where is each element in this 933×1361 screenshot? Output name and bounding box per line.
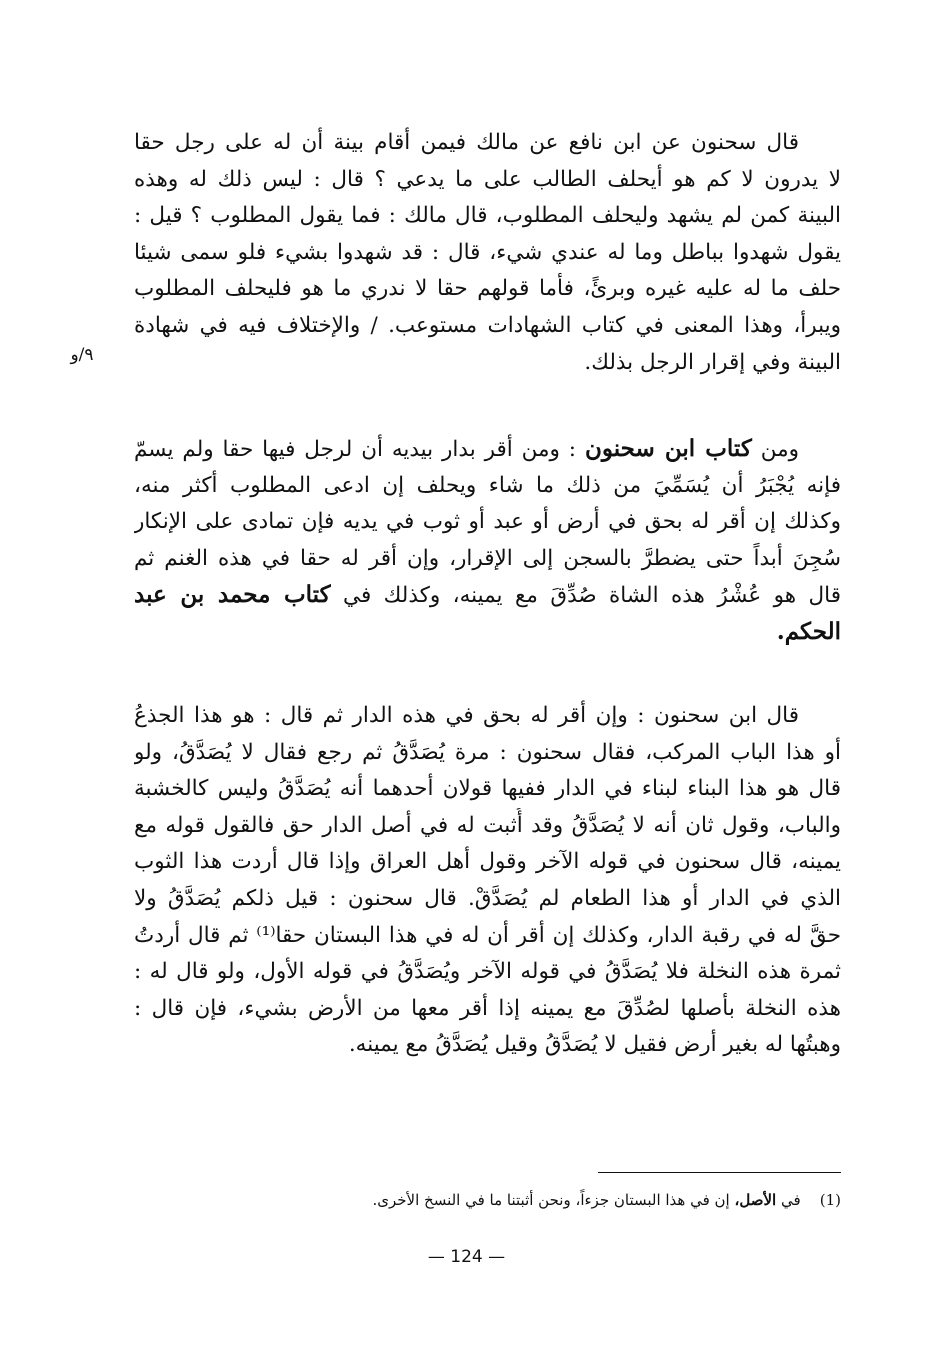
paragraph-1-line: ويبرأ، وهذا المعنى في كتاب الشهادات مستوعب. / والإختلاف فيه في شهادة (134, 312, 841, 338)
paragraph-3-line: حقَّ له في رقبة الدار، وكذلك إن أقر أن له في هذا البستان حقا⁽¹⁾ ثم قال أردتُ (134, 922, 841, 948)
paragraph-2-line (134, 431, 841, 468)
paragraph-3-line: قال هو هذا البناء لبناء في الدار ففيها قولان أحدهما أنه يُصَدَّقُ وليس كالخشبة (134, 776, 841, 802)
footnote-number: (1) (819, 1191, 841, 1209)
paragraph-1-line: قال سحنون عن ابن نافع عن مالك فيمن أقام بينة أن له على رجل حقا (134, 130, 799, 155)
footnote-divider (598, 1172, 841, 1173)
paragraph-2-line5-text: قال هو عُشْرُ هذه الشاة صُدِّقَ مع يمينه، وكذلك في (343, 583, 841, 609)
footnote-bold-word: الأصل، (734, 1191, 777, 1209)
paragraph-3-line: هذه النخلة بأصلها لصُدِّقَ مع يمينه إذا أقر معها من الأرض بشيء، فإن قال : (134, 995, 841, 1021)
paragraph-2 (134, 431, 841, 651)
paragraph-3-line: ثمرة هذه النخلة فلا يُصَدَّقُ في قوله الآخر ويُصَدَّقُ في قوله الأول، ولو قال له : (134, 959, 841, 985)
paragraph-2-first-line-rest: : ومن أقر بدار بيديه أن لرجل فيها حقا ولم يسمّ (134, 437, 577, 462)
source-title-ibn-sahnun: كتاب ابن سحنون (584, 435, 752, 462)
source-title-muhammad-ibn-abd: كتاب محمد بن عبد (134, 581, 331, 609)
footnote-text: إن في هذا البستان جزءاً، ونحن أثبتنا ما في النسخ الأخرى. (372, 1191, 730, 1209)
paragraph-1-line: يقول شهدوا بباطل وما له عندي شيء، قال : قد شهدوا بشيء فلو سمى شيئا (134, 239, 841, 265)
paragraph-3-line: أو هذا الباب المركب، فقال سحنون : مرة يُصَدَّقُ ثم رجع فقال لا يُصَدَّقُ، ولو (134, 739, 841, 765)
paragraph-2-prefix: ومن (760, 437, 800, 462)
paragraph-1-line: لا يدرون لا كم هو أيحلف الطالب على ما يدعي ؟ قال : ليس ذلك له وهذه (134, 166, 841, 192)
paragraph-2-line: سُجِنَ أبداً حتى يضطرَّ بالسجن إلى الإقرار، وإن أقر له حقا في هذه الغنم ثم (134, 545, 841, 571)
folio-margin-note: ٩/و (70, 345, 94, 365)
paragraph-2-line: وكذلك إن أقر له بحق في أرض أو عبد أو ثوب في يديه فإن تمادى على الإنكار (134, 509, 841, 535)
paragraph-2-line: فإنه يُجْبَرُ أن يُسَمِّيَ من ذلك ما شاء ويحلف إن ادعى المطلوب أكثر منه، (134, 472, 841, 498)
source-title-al-hakam: الحكم. (776, 617, 841, 645)
paragraph-3-line: والباب، وقول ثان أنه لا يُصَدَّقُ وقد أُثبت له في أصل الدار حق فالقول قوله مع (134, 812, 841, 838)
paragraph-3-line: يمينه، قال سحنون في قوله الآخر وقول أهل العراق وإذا قال أردت هذا الثوب (134, 849, 841, 875)
paragraph-1-line: البينة وفي إقرار الرجل بذلك. (584, 349, 841, 375)
footnote (180, 1186, 841, 1214)
paragraph-1-line: البينة كمن لم يشهد وليحلف المطلوب، قال مالك : فما يقول المطلوب ؟ قيل : (134, 203, 841, 229)
paragraph-3-line: الذي في الدار أو هذا الطعام لم يُصَدَّقْ. قال سحنون : قيل ذلكم يُصَدَّقُ ولا (134, 885, 841, 911)
paragraph-3 (134, 698, 841, 1064)
paragraph-3-line: وهبتُها له بغير أرض فقيل لا يُصَدَّقُ وقيل يُصَدَّقُ مع يمينه. (348, 1032, 841, 1058)
paragraph-3-line: قال ابن سحنون : وإن أقر له بحق في هذه الدار ثم قال : هو هذا الجذعُ (134, 703, 799, 728)
page-number: — 124 — (427, 1247, 506, 1267)
paragraph-2-line (134, 614, 841, 651)
paragraph-1 (134, 125, 841, 381)
footnote-prefix: في (780, 1191, 801, 1209)
paragraph-1-line: حلف ما له عليه غيره وبرئً، فأما قولهم حقا لا ندري ما هو فليحلف المطلوب (134, 276, 841, 302)
paragraph-2-line (134, 577, 841, 614)
